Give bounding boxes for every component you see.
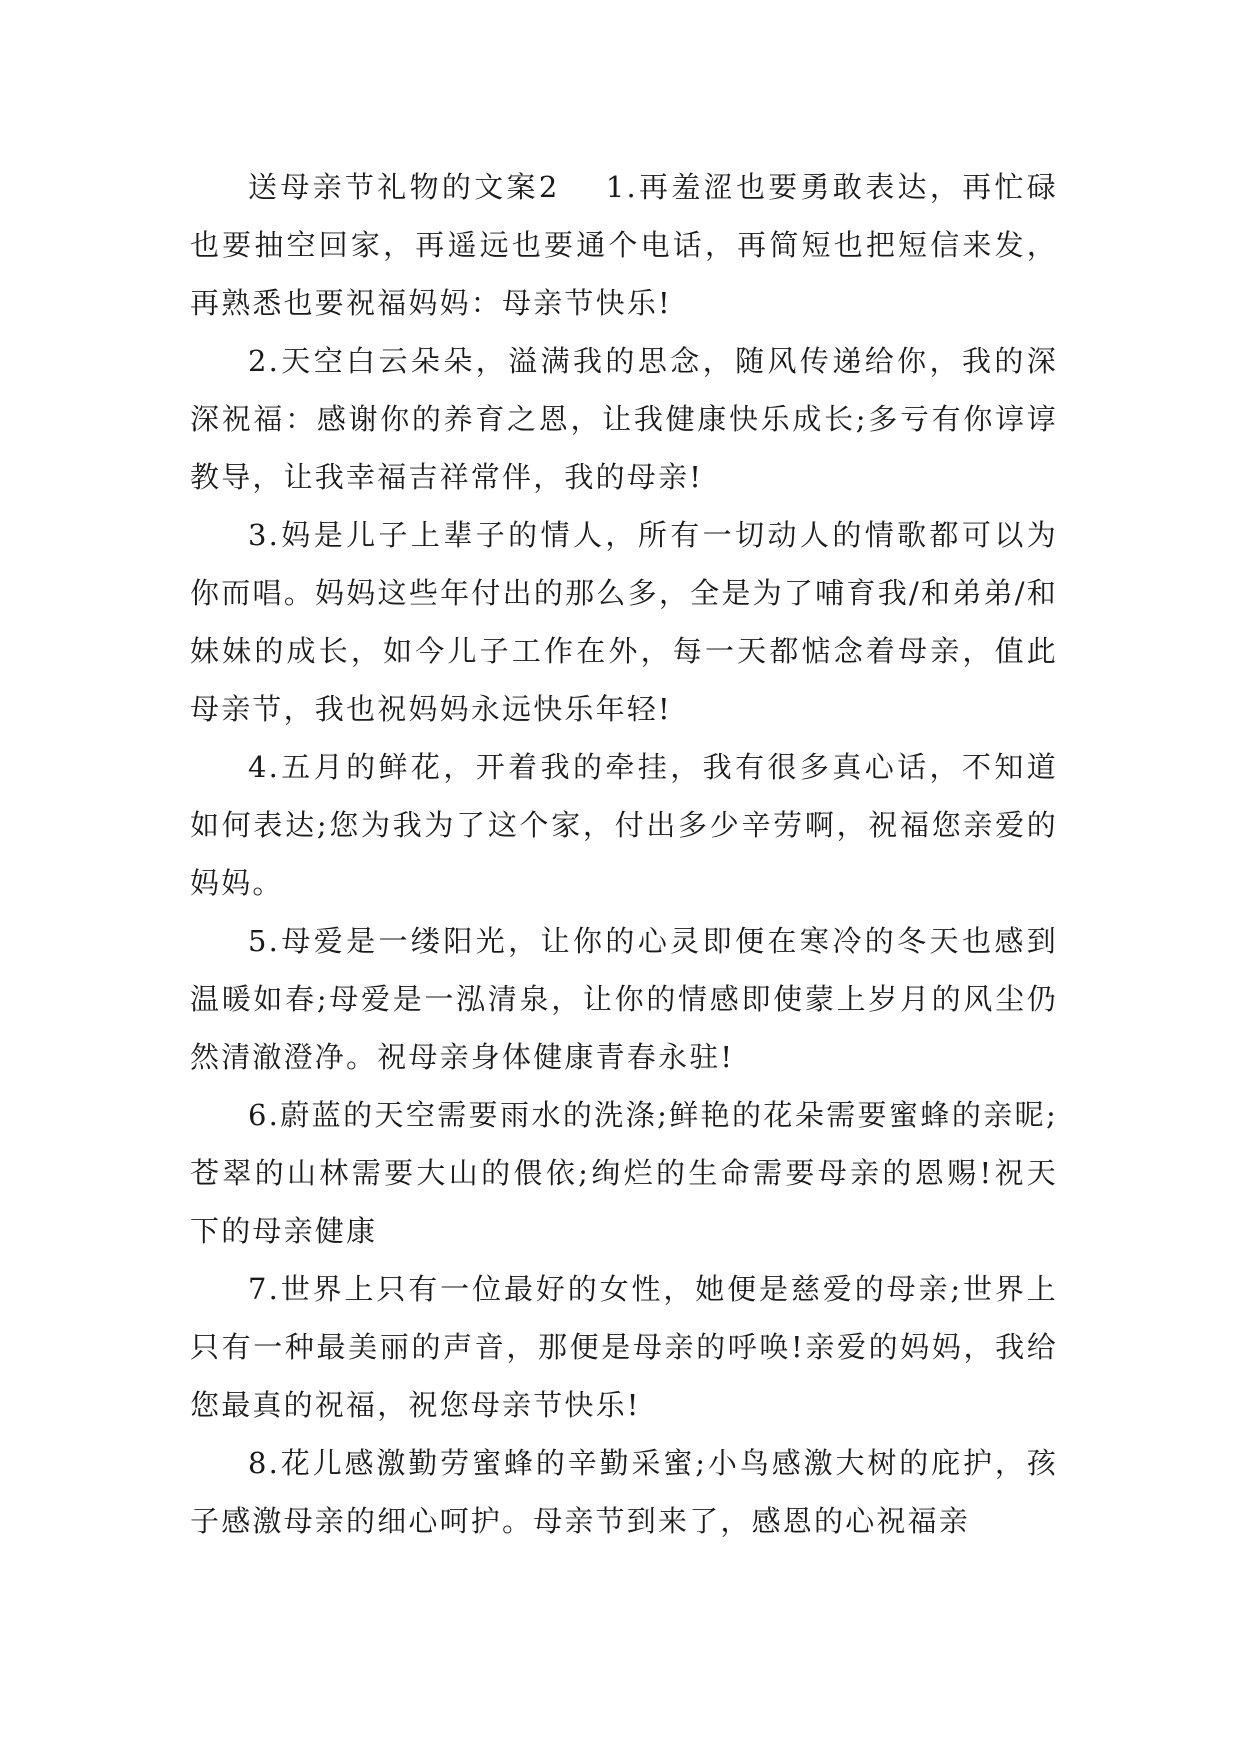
paragraph-1 [190,158,1058,332]
paragraph-2: 2.天空白云朵朵，溢满我的思念，随风传递给你，我的深深祝福：感谢你的养育之恩，让我健康快乐成长;多亏有你谆谆教导，让我幸福吉祥常伴，我的母亲! [190,344,1058,494]
paragraph-7: 7.世界上只有一位最好的女性，她便是慈爱的母亲;世界上只有一种最美丽的声音，那便是母亲的呼唤!亲爱的妈妈，我给您最真的祝福，祝您母亲节快乐! [190,1272,1058,1422]
paragraph-5: 5.母爱是一缕阳光，让你的心灵即便在寒冷的冬天也感到温暖如春;母爱是一泓清泉，让你的情感即使蒙上岁月的风尘仍然清澈澄净。祝母亲身体健康青春永驻! [190,924,1058,1074]
document-title: 送母亲节礼物的文案2 [248,170,560,204]
paragraph-8: 8.花儿感激勤劳蜜蜂的辛勤采蜜;小鸟感激大树的庇护，孩子感激母亲的细心呵护。母亲节到来了，感恩的心祝福亲 [190,1446,1058,1538]
paragraph-4: 4.五月的鲜花，开着我的牵挂，我有很多真心话，不知道如何表达;您为我为了这个家，付出多少辛劳啊，祝福您亲爱的妈妈。 [190,750,1058,900]
paragraph-3: 3.妈是儿子上辈子的情人，所有一切动人的情歌都可以为你而唱。妈妈这些年付出的那么多，全是为了哺育我/和弟弟/和妹妹的成长，如今儿子工作在外，每一天都惦念着母亲，值此母亲节，我也祝妈妈永远快乐年轻! [190,518,1058,726]
paragraph-1-text: 1.再羞涩也要勇敢表达，再忙碌也要抽空回家，再遥远也要通个电话，再简短也把短信来发，再熟悉也要祝福妈妈：母亲节快乐! [190,170,1058,320]
paragraph-6: 6.蔚蓝的天空需要雨水的洗涤;鲜艳的花朵需要蜜蜂的亲昵;苍翠的山林需要大山的偎依;绚烂的生命需要母亲的恩赐!祝天下的母亲健康 [190,1098,1058,1248]
document-page [190,158,1058,1550]
